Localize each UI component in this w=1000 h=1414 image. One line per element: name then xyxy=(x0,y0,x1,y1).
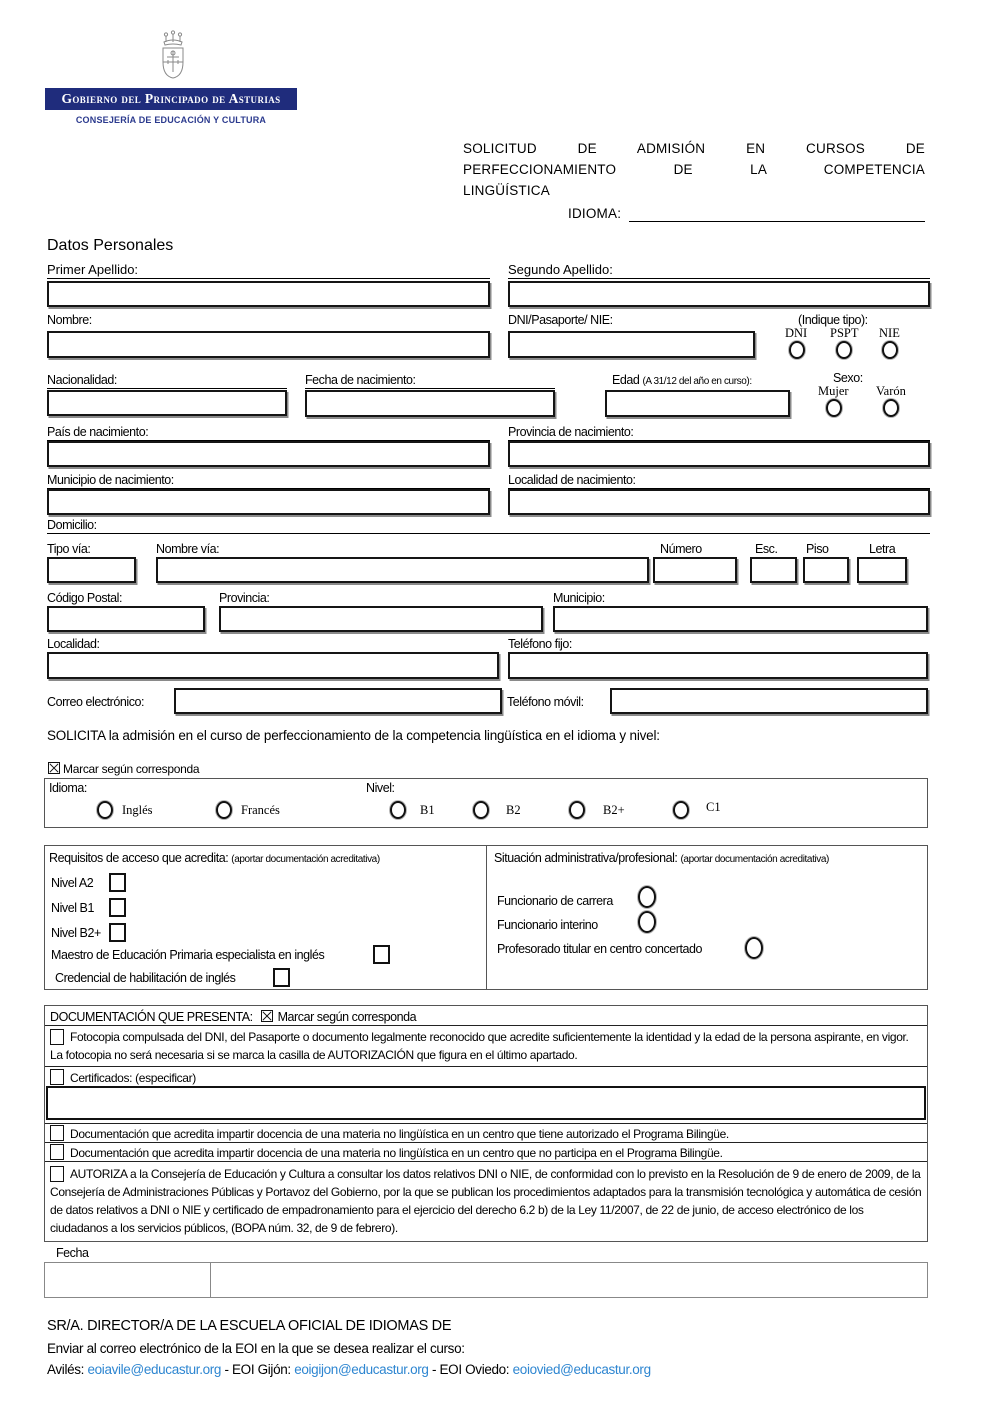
footer-emails-line xyxy=(47,1362,651,1377)
fecha-cell-left[interactable] xyxy=(45,1263,211,1297)
documentacion-marcar: Marcar según corresponda xyxy=(277,1010,417,1024)
provincia-nacimiento-label: Provincia de nacimiento: xyxy=(508,425,634,439)
localidad-label: Localidad: xyxy=(47,637,100,651)
marcar-note: Marcar según corresponda xyxy=(48,762,199,776)
codigo-postal-label: Código Postal: xyxy=(47,591,122,605)
solicita-statement: SOLICITA la admisión en el curso de perfeccionamiento de la competencia lingüística en el idioma y nivel: xyxy=(47,728,660,743)
aviles-label: Avilés: xyxy=(47,1362,85,1377)
consejeria-subtitle: CONSEJERÍA DE EDUCACIÓN Y CULTURA xyxy=(75,115,267,125)
telefono-fijo-label: Teléfono fijo: xyxy=(508,637,572,651)
localidad-nacimiento-input[interactable] xyxy=(508,489,930,515)
checked-box-icon xyxy=(261,1010,273,1022)
form-title-line1: SOLICITUD DE ADMISIÓN EN CURSOS DE xyxy=(463,141,925,156)
idioma-frances-radio[interactable] xyxy=(216,801,232,819)
primer-apellido-input[interactable] xyxy=(47,281,490,307)
tipo-pspt-radio[interactable] xyxy=(836,341,852,359)
situacion-carrera-radio[interactable] xyxy=(638,886,656,908)
nombre-input[interactable] xyxy=(47,331,490,358)
sexo-varon-radio[interactable] xyxy=(883,399,899,417)
requisitos-situacion-section xyxy=(44,845,928,990)
oviedo-email-link[interactable]: eoiovied@educastur.org xyxy=(512,1362,651,1377)
sexo-varon-label: Varón xyxy=(876,384,906,398)
form-title xyxy=(463,139,925,225)
piso-label: Piso xyxy=(806,542,829,556)
codigo-postal-input[interactable] xyxy=(47,606,205,632)
doc-bilingue-autorizado-text: Documentación que acredita impartir docencia de una materia no lingüística en un centro que tiene autorizado el Programa Bilingüe. xyxy=(70,1127,729,1141)
doc-row-autoriza xyxy=(45,1162,927,1241)
telefono-fijo-input[interactable] xyxy=(508,652,928,679)
nivel-c1-radio[interactable] xyxy=(673,801,689,819)
localidad-nacimiento-label: Localidad de nacimiento: xyxy=(508,473,636,487)
requisito-b1-label: Nivel B1 xyxy=(51,901,94,915)
letra-input[interactable] xyxy=(857,557,907,583)
footer-enviar-line: Enviar al correo electrónico de la EOI en la que se desea realizar el curso: xyxy=(47,1341,465,1356)
idioma-nivel-section xyxy=(44,778,928,828)
gijon-label: - EOI Gijón: xyxy=(224,1362,291,1377)
nacionalidad-label: Nacionalidad: xyxy=(47,373,117,387)
nivel-b2-radio[interactable] xyxy=(473,801,489,819)
edad-label: Edad (A 31/12 del año en curso): xyxy=(612,373,752,387)
doc-row-bilingue-noparticipa xyxy=(45,1143,927,1162)
dni-input[interactable] xyxy=(508,331,755,358)
nivel-b2plus-label: B2+ xyxy=(603,803,625,817)
government-banner-text: Gobierno del Principado de Asturias xyxy=(61,91,281,106)
fecha-label: Fecha xyxy=(56,1246,89,1260)
nombre-label: Nombre: xyxy=(47,313,92,327)
sexo-mujer-label: Mujer xyxy=(818,384,849,398)
idioma-blank-field[interactable] xyxy=(629,204,925,222)
doc-row-certificados xyxy=(45,1067,927,1086)
checked-box-icon xyxy=(48,762,60,774)
requisito-b2plus-label: Nivel B2+ xyxy=(51,926,101,940)
documentacion-section xyxy=(44,1005,928,1242)
doc-fotocopia-text: Fotocopia compulsada del DNI, del Pasaporte o documento legalmente reconocido que acredite suficientemente la identidad y la edad de la persona aspirante, en vigor. La fotocopia no será necesaria si se marca la casilla de AUTORIZACIÓN que figura en el último apartado. xyxy=(50,1030,909,1062)
certificados-input[interactable] xyxy=(46,1086,926,1120)
nombre-via-label: Nombre vía: xyxy=(156,542,220,556)
tipo-nie-label: NIE xyxy=(879,326,900,340)
doc-autoriza-checkbox[interactable] xyxy=(50,1166,64,1182)
doc-certificados-checkbox[interactable] xyxy=(50,1069,64,1085)
requisito-b2plus-checkbox[interactable] xyxy=(109,923,126,942)
nivel-b1-label: B1 xyxy=(420,803,435,817)
documentacion-header: DOCUMENTACIÓN QUE PRESENTA: xyxy=(50,1010,253,1024)
letra-label: Letra xyxy=(869,542,896,556)
requisito-credencial-label: Credencial de habilitación de inglés xyxy=(55,971,236,985)
idioma-frances-label: Francés xyxy=(241,803,280,817)
piso-input[interactable] xyxy=(803,557,849,583)
edad-note: (A 31/12 del año en curso): xyxy=(642,376,752,387)
domicilio-label: Domicilio: xyxy=(47,518,97,532)
primer-apellido-label: Primer Apellido: xyxy=(47,262,139,277)
doc-row-bilingue-autorizado xyxy=(45,1124,927,1143)
tipo-dni-radio[interactable] xyxy=(789,341,805,359)
indique-tipo-label: (Indique tipo): xyxy=(798,313,868,327)
tipo-via-label: Tipo vía: xyxy=(47,542,91,556)
fecha-nacimiento-label: Fecha de nacimiento: xyxy=(305,373,416,387)
fecha-cell-right[interactable] xyxy=(211,1263,927,1297)
doc-bilingue-noparticipa-text: Documentación que acredita impartir docencia de una materia no lingüística en un centro que no participa en el Programa Bilingüe. xyxy=(70,1146,723,1160)
tipo-pspt-label: PSPT xyxy=(830,326,859,340)
dni-label: DNI/Pasaporte/ NIE: xyxy=(508,313,613,327)
provincia-label: Provincia: xyxy=(219,591,270,605)
requisito-maestro-checkbox[interactable] xyxy=(373,945,390,964)
idioma-ingles-radio[interactable] xyxy=(97,801,113,819)
situacion-concertado-label: Profesorado titular en centro concertado xyxy=(497,942,703,956)
idioma-ingles-label: Inglés xyxy=(122,803,153,817)
oviedo-label: - EOI Oviedo: xyxy=(431,1362,510,1377)
numero-input[interactable] xyxy=(653,557,737,583)
situacion-interino-radio[interactable] xyxy=(638,911,656,933)
esc-input[interactable] xyxy=(750,557,797,583)
requisito-credencial-checkbox[interactable] xyxy=(273,968,290,987)
section-divider xyxy=(486,846,487,989)
government-banner xyxy=(45,88,297,110)
situacion-concertado-radio[interactable] xyxy=(745,937,763,959)
datos-personales-heading: Datos Personales xyxy=(47,237,174,254)
doc-bilingue-autorizado-checkbox[interactable] xyxy=(50,1125,64,1141)
provincia-input[interactable] xyxy=(219,606,543,632)
segundo-apellido-label: Segundo Apellido: xyxy=(508,262,613,277)
nivel-c1-label: C1 xyxy=(706,800,721,814)
tipo-nie-radio[interactable] xyxy=(882,341,898,359)
nombre-via-input[interactable] xyxy=(156,557,649,583)
municipio-input[interactable] xyxy=(553,606,928,632)
esc-label: Esc. xyxy=(755,542,778,556)
sexo-label: Sexo: xyxy=(833,371,863,385)
nivel-b2plus-radio[interactable] xyxy=(569,801,585,819)
numero-label: Número xyxy=(660,542,702,556)
tipo-dni-label: DNI xyxy=(785,326,808,340)
telefono-movil-input[interactable] xyxy=(610,688,928,714)
requisito-maestro-label: Maestro de Educación Primaria especialista en inglés xyxy=(51,948,325,962)
doc-fotocopia-checkbox[interactable] xyxy=(50,1029,64,1045)
municipio-label: Municipio: xyxy=(553,591,605,605)
nivel-col-label: Nivel: xyxy=(366,781,395,795)
situacion-carrera-label: Funcionario de carrera xyxy=(497,894,613,908)
requisito-a2-checkbox[interactable] xyxy=(109,873,126,892)
correo-input[interactable] xyxy=(174,688,502,714)
municipio-nacimiento-label: Municipio de nacimiento: xyxy=(47,473,174,487)
form-title-line2: PERFECCIONAMIENTO DE LA COMPETENCIA xyxy=(463,161,925,177)
sexo-mujer-radio[interactable] xyxy=(826,399,842,417)
provincia-nacimiento-input[interactable] xyxy=(508,441,930,467)
fecha-nacimiento-input[interactable] xyxy=(305,390,555,417)
requisitos-title-note: (aportar documentación acreditativa) xyxy=(231,854,380,865)
requisitos-title: Requisitos de acceso que acredita: (aportar documentación acreditativa) xyxy=(49,851,380,865)
nivel-b1-radio[interactable] xyxy=(390,801,406,819)
idioma-label: IDIOMA: xyxy=(568,205,622,221)
telefono-movil-label: Teléfono móvil: xyxy=(507,695,584,709)
requisito-a2-label: Nivel A2 xyxy=(51,876,94,890)
doc-autoriza-text: AUTORIZA a la Consejería de Educación y Cultura a consultar los datos relativos DNI o NIE, de conformidad con lo previsto en la Resolución de 9 de enero de 2009, de la Consejería de Administraciones Públicas y Portavoz del Gobierno, por la que se publican los procedimientos adaptados para la transmisión tecnológica y automática de cesión de datos relativos a DNI o NIE y certificado de empadronamiento para el ejercicio del derecho 6.2 b) de la Ley 11/2007, de 22 de junio, de acceso electrónico de los ciudadanos a los servicios públicos, (BOPA núm. 32, de 9 de febrero). xyxy=(50,1167,922,1235)
segundo-apellido-input[interactable] xyxy=(508,281,930,307)
correo-label: Correo electrónico: xyxy=(47,695,145,709)
nivel-b2-label: B2 xyxy=(506,803,521,817)
footer-director-line: SR/A. DIRECTOR/A DE LA ESCUELA OFICIAL DE IDIOMAS DE xyxy=(47,1318,452,1334)
doc-certificados-text: Certificados: (especificar) xyxy=(70,1071,196,1085)
tipo-via-input[interactable] xyxy=(47,557,136,583)
localidad-input[interactable] xyxy=(47,652,499,679)
doc-bilingue-noparticipa-checkbox[interactable] xyxy=(50,1144,64,1160)
doc-row-fotocopia xyxy=(45,1026,927,1067)
asturias-coat-of-arms-icon xyxy=(156,30,190,80)
situacion-interino-label: Funcionario interino xyxy=(497,918,598,932)
aviles-email-link[interactable]: eoiavile@educastur.org xyxy=(87,1362,222,1377)
nacionalidad-input[interactable] xyxy=(47,390,287,416)
pais-nacimiento-input[interactable] xyxy=(47,441,490,467)
documentacion-header-row xyxy=(45,1006,927,1026)
gijon-email-link[interactable]: eoigijon@educastur.org xyxy=(294,1362,429,1377)
pais-nacimiento-label: País de nacimiento: xyxy=(47,425,149,439)
edad-input[interactable] xyxy=(605,390,790,417)
municipio-nacimiento-input[interactable] xyxy=(47,489,490,515)
fecha-table xyxy=(44,1262,928,1298)
situacion-title-note: (aportar documentación acreditativa) xyxy=(680,854,829,865)
form-title-line3: LINGÜÍSTICA xyxy=(463,182,550,198)
situacion-title: Situación administrativa/profesional: (aportar documentación acreditativa) xyxy=(494,851,829,865)
idioma-col-label: Idioma: xyxy=(49,781,87,795)
requisito-b1-checkbox[interactable] xyxy=(109,898,126,917)
